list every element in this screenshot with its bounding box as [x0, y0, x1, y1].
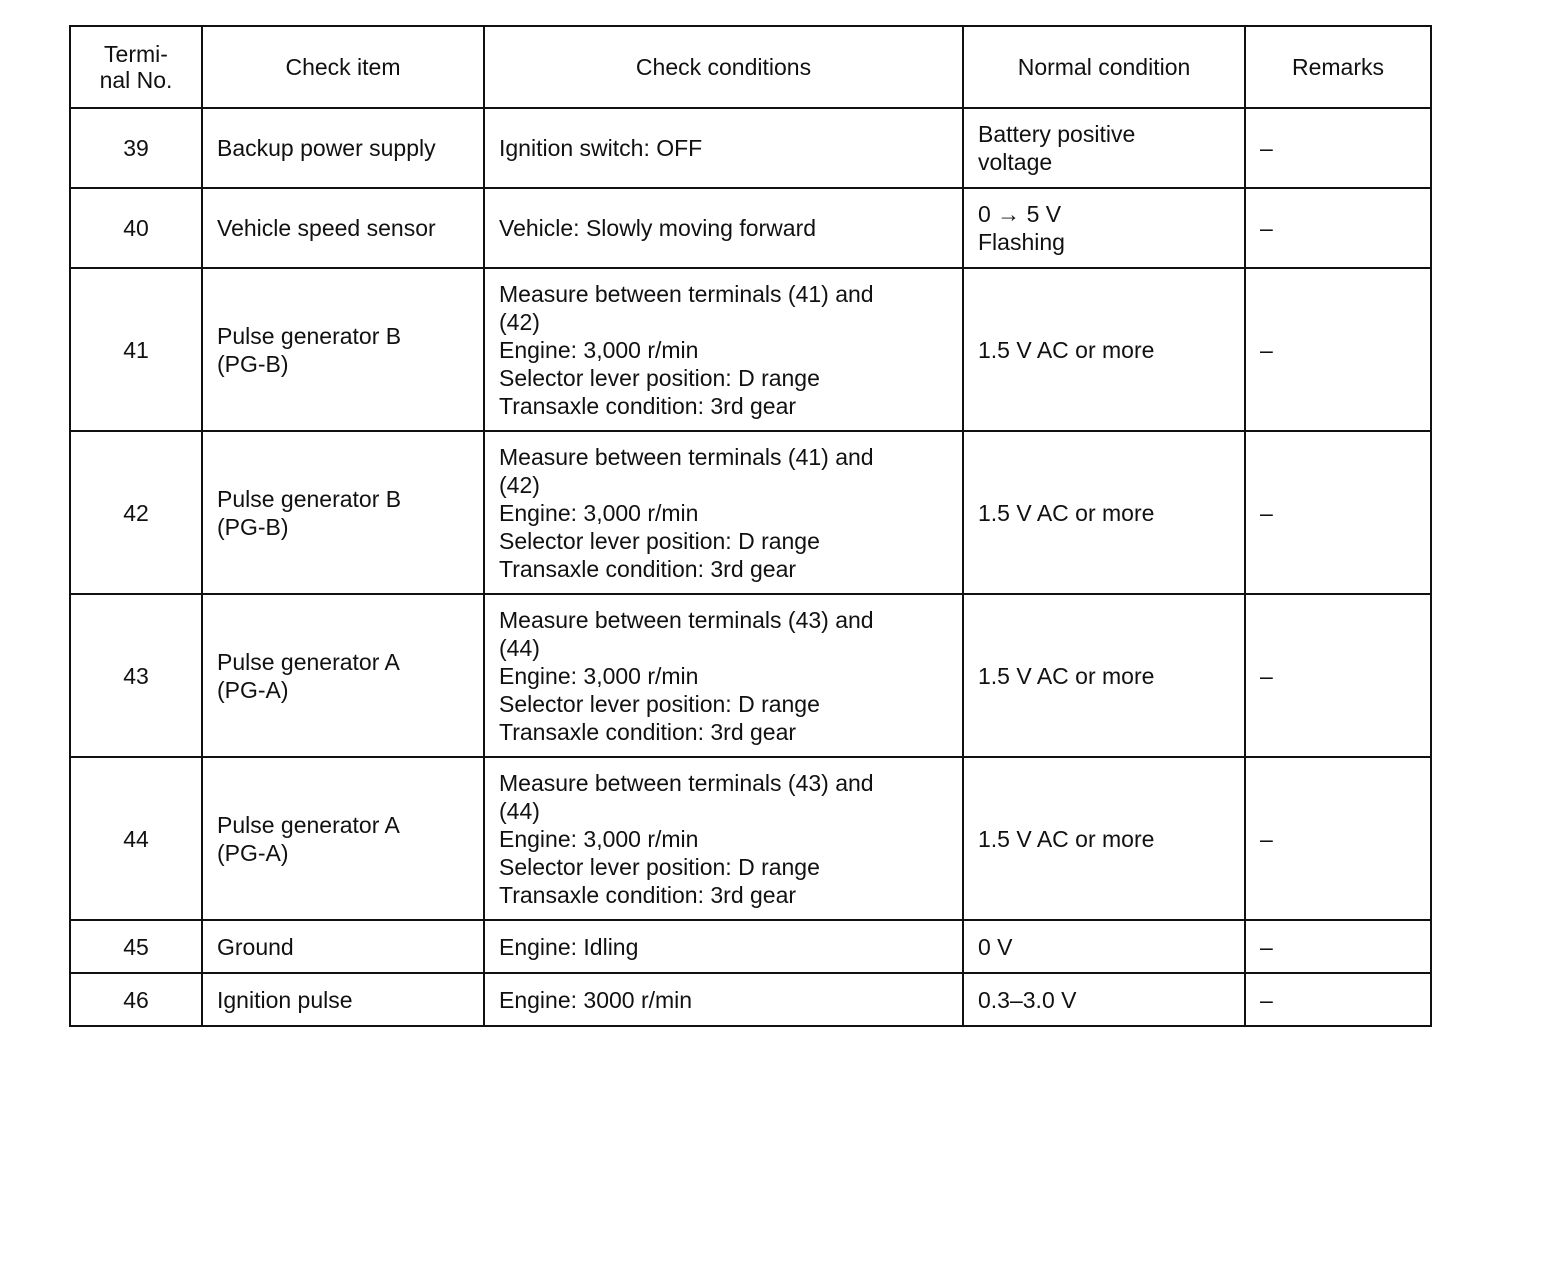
remarks: – — [1245, 108, 1431, 188]
header-check-item: Check item — [202, 26, 484, 108]
check-conditions: Measure between terminals (43) and (44) Engine: 3,000 r/min Selector lever position: D range Transaxle condition: 3rd gear — [484, 594, 963, 757]
terminal-number: 40 — [70, 188, 202, 268]
check-item: Pulse generator B (PG-B) — [202, 431, 484, 594]
check-conditions: Ignition switch: OFF — [484, 108, 963, 188]
check-item: Backup power supply — [202, 108, 484, 188]
check-item: Ground — [202, 920, 484, 973]
remarks: – — [1245, 920, 1431, 973]
terminal-number: 45 — [70, 920, 202, 973]
normal-condition: 1.5 V AC or more — [963, 594, 1245, 757]
remarks: – — [1245, 594, 1431, 757]
terminal-check-table — [69, 25, 1432, 1027]
check-item: Pulse generator B (PG-B) — [202, 268, 484, 431]
check-conditions: Measure between terminals (41) and (42) Engine: 3,000 r/min Selector lever position: D range Transaxle condition: 3rd gear — [484, 431, 963, 594]
table-row — [70, 920, 1431, 973]
header-terminal-no: Termi- nal No. — [70, 26, 202, 108]
normal-condition: 1.5 V AC or more — [963, 431, 1245, 594]
check-conditions: Measure between terminals (41) and (42) Engine: 3,000 r/min Selector lever position: D range Transaxle condition: 3rd gear — [484, 268, 963, 431]
table-row — [70, 108, 1431, 188]
normal-condition: 0 V — [963, 920, 1245, 973]
remarks: – — [1245, 268, 1431, 431]
terminal-number: 42 — [70, 431, 202, 594]
check-conditions: Engine: 3000 r/min — [484, 973, 963, 1026]
terminal-number: 46 — [70, 973, 202, 1026]
table-row — [70, 268, 1431, 431]
normal-condition: 0 → 5 V Flashing — [963, 188, 1245, 268]
table-row — [70, 757, 1431, 920]
remarks: – — [1245, 757, 1431, 920]
terminal-number: 41 — [70, 268, 202, 431]
check-conditions: Measure between terminals (43) and (44) Engine: 3,000 r/min Selector lever position: D range Transaxle condition: 3rd gear — [484, 757, 963, 920]
check-item: Ignition pulse — [202, 973, 484, 1026]
table-row — [70, 594, 1431, 757]
check-item: Pulse generator A (PG-A) — [202, 594, 484, 757]
table-row — [70, 973, 1431, 1026]
check-item: Vehicle speed sensor — [202, 188, 484, 268]
remarks: – — [1245, 973, 1431, 1026]
check-item: Pulse generator A (PG-A) — [202, 757, 484, 920]
header-check-conditions: Check conditions — [484, 26, 963, 108]
table-row — [70, 431, 1431, 594]
normal-condition: 0.3–3.0 V — [963, 973, 1245, 1026]
normal-condition: 1.5 V AC or more — [963, 757, 1245, 920]
remarks: – — [1245, 188, 1431, 268]
normal-condition: 1.5 V AC or more — [963, 268, 1245, 431]
check-conditions: Engine: Idling — [484, 920, 963, 973]
table-row — [70, 188, 1431, 268]
table-header-row — [70, 26, 1431, 108]
remarks: – — [1245, 431, 1431, 594]
terminal-number: 44 — [70, 757, 202, 920]
normal-condition: Battery positive voltage — [963, 108, 1245, 188]
header-normal-condition: Normal condition — [963, 26, 1245, 108]
check-conditions: Vehicle: Slowly moving forward — [484, 188, 963, 268]
terminal-number: 39 — [70, 108, 202, 188]
header-remarks: Remarks — [1245, 26, 1431, 108]
terminal-number: 43 — [70, 594, 202, 757]
